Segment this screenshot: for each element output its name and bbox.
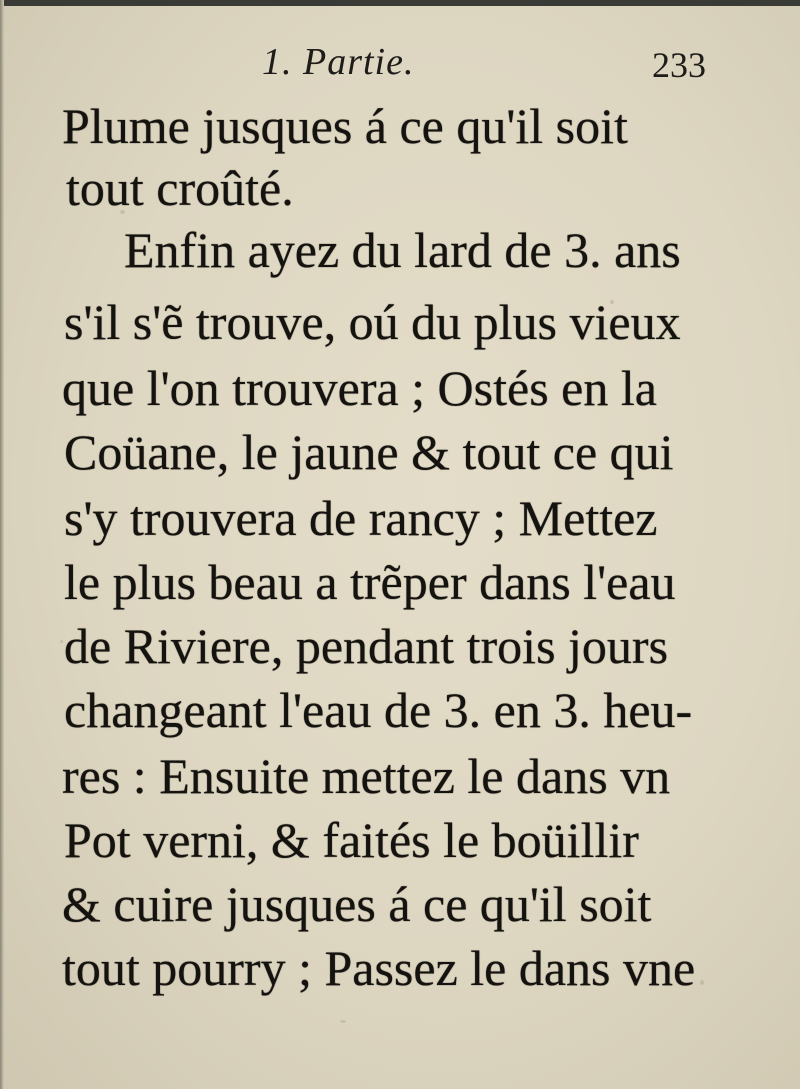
page-top-edge: [0, 0, 800, 6]
text-line: de Riviere, pendant trois jours: [64, 618, 669, 674]
text-line: Plume jusques á ce qu'il soit: [62, 98, 628, 154]
text-line: res : Ensuite mettez le dans vn: [62, 748, 671, 804]
part-heading: 1. Partie.: [262, 41, 415, 83]
text-line: tout croûté.: [66, 160, 294, 216]
text-line: changeant l'eau de 3. en 3. heu-: [64, 682, 693, 738]
text-line: Coüane, le jaune & tout ce qui: [64, 424, 674, 480]
paper-speck: [340, 1020, 346, 1023]
text-line: tout pourry ; Passez le dans vne: [62, 940, 696, 996]
text-line: que l'on trouvera ; Ostés en la: [62, 360, 657, 416]
text-line: s'y trouvera de rancy ; Mettez: [64, 490, 658, 546]
text-line: & cuire jusques á ce qu'il soit: [62, 876, 652, 932]
page-binding-edge: [0, 0, 4, 1089]
paper-speck: [60, 640, 63, 643]
text-line: Pot verni, & faités le boüillir: [64, 812, 639, 868]
paper-speck: [700, 980, 704, 985]
page-number: 233: [652, 45, 706, 85]
running-header: [0, 40, 800, 90]
text-line: le plus beau a trẽper dans l'eau: [64, 554, 676, 610]
text-line: Enfin ayez du lard de 3. ans: [124, 222, 681, 278]
text-line: s'il s'ẽ trouve, oú du plus vieux: [64, 294, 681, 350]
